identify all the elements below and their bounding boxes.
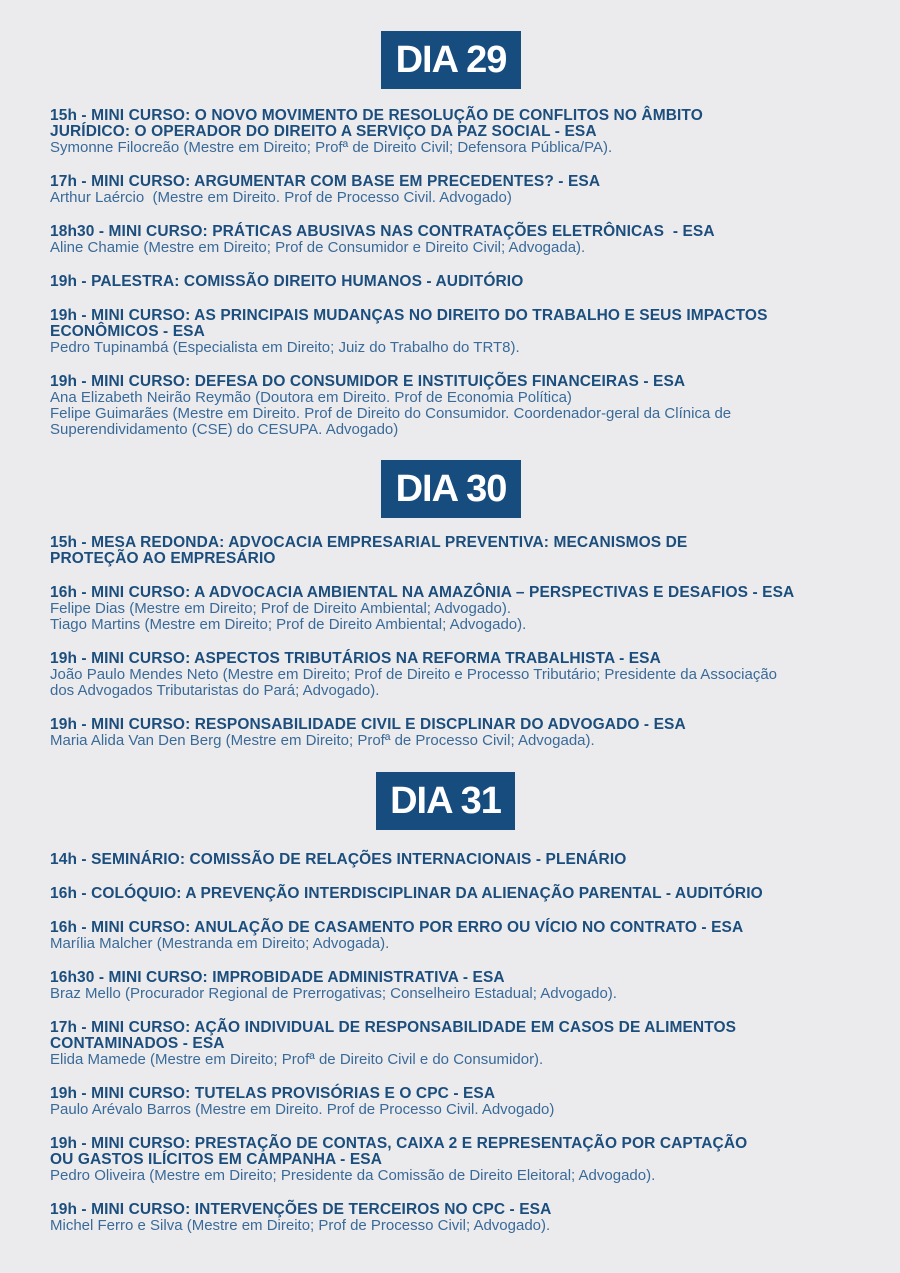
event-speaker: Arthur Laércio (Mestre em Direito. Prof de Processo Civil. Advogado) (50, 189, 512, 206)
event-item (50, 1086, 880, 1118)
event-speaker: Felipe Guimarães (Mestre em Direito. Prof de Direito do Consumidor. Coordenador-geral da Clínica de Superendividamento (CSE) do CESUPA. Advogado) (50, 405, 732, 438)
event-title: 19h - MINI CURSO: DEFESA DO CONSUMIDOR E INSTITUIÇÕES FINANCEIRAS - ESA (50, 373, 686, 390)
event-title: 18h30 - MINI CURSO: PRÁTICAS ABUSIVAS NAS CONTRATAÇÕES ELETRÔNICAS - ESA (50, 223, 715, 240)
event-item (50, 535, 880, 567)
event-speaker: Braz Mello (Procurador Regional de Prerrogativas; Conselheiro Estadual; Advogado). (50, 985, 617, 1002)
event-item (50, 1202, 880, 1234)
event-title: 15h - MINI CURSO: O NOVO MOVIMENTO DE RESOLUÇÃO DE CONFLITOS NO ÂMBITO JURÍDICO: O OPERADOR DO DIREITO A SERVIÇO DA PAZ SOCIAL - ESA (50, 107, 703, 140)
event-title: 19h - MINI CURSO: AS PRINCIPAIS MUDANÇAS NO DIREITO DO TRABALHO E SEUS IMPACTOS ECONÔMICOS - ESA (50, 307, 768, 340)
event-title: 19h - MINI CURSO: INTERVENÇÕES DE TERCEIROS NO CPC - ESA (50, 1201, 552, 1218)
event-title: 17h - MINI CURSO: AÇÃO INDIVIDUAL DE RESPONSABILIDADE EM CASOS DE ALIMENTOS CONTAMINADOS - ESA (50, 1019, 737, 1052)
event-speaker: Ana Elizabeth Neirão Reymão (Doutora em Direito. Prof de Economia Política) (50, 389, 572, 406)
event-item (50, 274, 880, 290)
event-title: 16h - MINI CURSO: ANULAÇÃO DE CASAMENTO POR ERRO OU VÍCIO NO CONTRATO - ESA (50, 919, 744, 936)
event-item (50, 852, 880, 868)
event-item (50, 585, 880, 633)
event-item (50, 1020, 880, 1068)
event-title: 19h - MINI CURSO: TUTELAS PROVISÓRIAS E O CPC - ESA (50, 1085, 496, 1102)
event-speaker: Michel Ferro e Silva (Mestre em Direito; Prof de Processo Civil; Advogado). (50, 1217, 551, 1234)
event-item (50, 717, 880, 749)
day-badge-31: DIA 31 (376, 772, 515, 830)
event-speaker: Tiago Martins (Mestre em Direito; Prof de Direito Ambiental; Advogado). (50, 616, 527, 633)
event-item (50, 651, 880, 699)
event-item (50, 224, 880, 256)
event-item (50, 920, 880, 952)
event-title: 15h - MESA REDONDA: ADVOCACIA EMPRESARIAL PREVENTIVA: MECANISMOS DE PROTEÇÃO AO EMPRESÁRIO (50, 534, 688, 567)
event-speaker: João Paulo Mendes Neto (Mestre em Direito; Prof de Direito e Processo Tributário; Presidente da Associação dos Advogados Tributaristas do Pará; Advogado). (50, 666, 778, 699)
event-title: 16h30 - MINI CURSO: IMPROBIDADE ADMINISTRATIVA - ESA (50, 969, 505, 986)
day-30-schedule (50, 535, 880, 749)
event-item (50, 970, 880, 1002)
day-29-schedule (50, 108, 880, 438)
event-item (50, 108, 880, 156)
event-speaker: Felipe Dias (Mestre em Direito; Prof de Direito Ambiental; Advogado). (50, 600, 512, 617)
event-item (50, 374, 880, 438)
event-speaker: Symonne Filocreão (Mestre em Direito; Profª de Direito Civil; Defensora Pública/PA). (50, 139, 613, 156)
event-title: 14h - SEMINÁRIO: COMISSÃO DE RELAÇÕES INTERNACIONAIS - PLENÁRIO (50, 851, 627, 868)
event-speaker: Pedro Oliveira (Mestre em Direito; Presidente da Comissão de Direito Eleitoral; Advogado). (50, 1167, 656, 1184)
day-31-schedule (50, 852, 880, 1234)
event-title: 16h - MINI CURSO: A ADVOCACIA AMBIENTAL NA AMAZÔNIA – PERSPECTIVAS E DESAFIOS - ESA (50, 584, 795, 601)
event-speaker: Maria Alida Van Den Berg (Mestre em Direito; Profª de Processo Civil; Advogada). (50, 732, 595, 749)
event-item (50, 886, 880, 902)
event-title: 17h - MINI CURSO: ARGUMENTAR COM BASE EM PRECEDENTES? - ESA (50, 173, 601, 190)
event-speaker: Paulo Arévalo Barros (Mestre em Direito. Prof de Processo Civil. Advogado) (50, 1101, 555, 1118)
event-title: 19h - MINI CURSO: ASPECTOS TRIBUTÁRIOS NA REFORMA TRABALHISTA - ESA (50, 650, 661, 667)
day-badge-30: DIA 30 (381, 460, 521, 518)
event-speaker: Pedro Tupinambá (Especialista em Direito; Juiz do Trabalho do TRT8). (50, 339, 520, 356)
day-badge-29: DIA 29 (381, 31, 521, 89)
event-title: 19h - MINI CURSO: PRESTAÇÃO DE CONTAS, CAIXA 2 E REPRESENTAÇÃO POR CAPTAÇÃO OU GASTOS ILÍCITOS EM CAMPANHA - ESA (50, 1135, 748, 1168)
event-title: 19h - PALESTRA: COMISSÃO DIREITO HUMANOS - AUDITÓRIO (50, 273, 524, 290)
event-speaker: Aline Chamie (Mestre em Direito; Prof de Consumidor e Direito Civil; Advogada). (50, 239, 586, 256)
event-speaker: Marília Malcher (Mestranda em Direito; Advogada). (50, 935, 390, 952)
event-item (50, 174, 880, 206)
event-title: 16h - COLÓQUIO: A PREVENÇÃO INTERDISCIPLINAR DA ALIENAÇÃO PARENTAL - AUDITÓRIO (50, 885, 763, 902)
event-title: 19h - MINI CURSO: RESPONSABILIDADE CIVIL E DISCPLINAR DO ADVOGADO - ESA (50, 716, 686, 733)
event-item (50, 1136, 880, 1184)
event-item (50, 308, 880, 356)
event-speaker: Elida Mamede (Mestre em Direito; Profª de Direito Civil e do Consumidor). (50, 1051, 544, 1068)
